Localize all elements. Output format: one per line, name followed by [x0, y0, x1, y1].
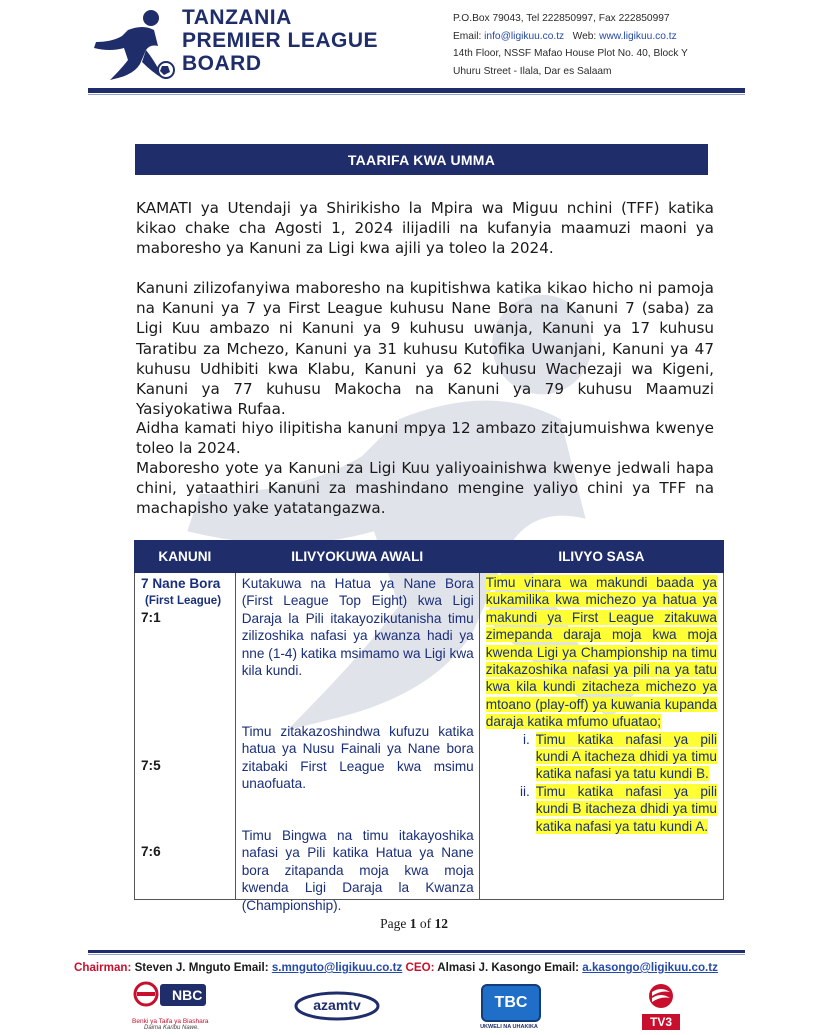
page-label: Page	[380, 916, 407, 931]
brand-line: BOARD	[182, 52, 262, 75]
before-cell	[235, 573, 479, 913]
azamtv-name: azamtv	[313, 997, 361, 1013]
page-total: 12	[434, 916, 448, 931]
list-item-text: Timu katika nafasi ya pili kundi B itacheza dhidi ya timu katika nafasi ya tatu kundi A.	[535, 783, 717, 834]
column-header-kanuni: KANUNI	[135, 541, 236, 573]
list-item	[508, 731, 717, 783]
paragraph-intro: KAMATI ya Utendaji ya Shirikisho la Mpira wa Miguu nchini (TFF) katika kikao chake cha Agosti 1, 2024 ilijadili na kufanyia maamuzi maoni ya maboresho ya Kanuni za Ligi kwa ajili ya toleo la 2024.	[136, 199, 714, 258]
footer-divider-thin	[88, 954, 745, 955]
email-label: Email:	[453, 30, 482, 42]
tv3-swirl-icon	[640, 982, 682, 1010]
nbc-tagline-2: Daima Karibu Nawe.	[144, 1025, 200, 1031]
contact-postal: P.O.Box 79043, Tel 222850997, Fax 222850997	[453, 13, 670, 24]
document-title: TAARIFA KWA UMMA	[135, 144, 708, 175]
sponsor-tv3-logo	[640, 982, 682, 1032]
rule-sub: (First League)	[145, 595, 222, 607]
before-text: Kutakuwa na Hatua ya Nane Bora (First League Top Eight) kwa Ligi Daraja la Pili itakayozikutanisha timu zilizoshika nafasi ya kwanza hadi ya nne (1-4) katika msimamo wa Ligi kwa kila kundi.	[241, 576, 474, 679]
nbc-tagline: Benki ya Taifa ya Biashara	[132, 1018, 209, 1025]
paragraph-effect: Maboresho yote ya Kanuni za Ligi Kuu yaliyoainishwa kwenye jedwali hapa chini, yataathiri Kanuni za mashindano mengine yaliyo chini ya TFF na machapisho yake yatatangazwa.	[136, 459, 714, 518]
footer-divider	[88, 950, 745, 953]
chairman-email-link[interactable]: s.mnguto@ligikuu.co.tz	[271, 961, 403, 974]
rule-cell	[135, 573, 236, 900]
page-of: of	[419, 916, 432, 931]
list-item	[508, 783, 717, 835]
table-row	[135, 573, 724, 900]
sponsor-tbc-logo	[478, 984, 540, 1034]
brand-line: PREMIER LEAGUE	[182, 29, 379, 52]
contact-address-1: 14th Floor, NSSF Mafao House Plot No. 40, Block Y	[453, 48, 688, 60]
before-text: Timu Bingwa na timu itakayoshika nafasi ya Pili katika Hatua ya Nane bora zitapanda moja kwa moja kwenda Ligi Daraja la Kwanza (Championship).	[241, 828, 474, 913]
ceo-label: CEO:	[405, 961, 435, 974]
header-email-link[interactable]: info@ligikuu.co.tz	[484, 30, 565, 42]
chairman-text: Steven J. Mnguto Email:	[134, 961, 269, 974]
web-label: Web:	[572, 30, 597, 42]
table-header-row	[135, 541, 724, 573]
tbc-tagline: UKWELI NA UHAKIKA	[480, 1024, 538, 1030]
rules-table	[134, 540, 724, 913]
contact-address-2: Uhuru Street - Ilala, Dar es Salaam	[453, 65, 612, 77]
league-brand-name	[182, 6, 402, 75]
column-header-now: ILIVYO SASA	[479, 541, 723, 573]
rule-name: 7 Nane Bora	[141, 576, 221, 591]
tbc-name: TBC	[481, 984, 541, 1022]
paragraph-new-rules: Aidha kamati hiyo ilipitisha kanuni mpya 12 ambazo zitajumuishwa kwenye toleo la 2024.	[136, 419, 714, 458]
football-player-logo-icon	[88, 8, 178, 86]
rule-number: 7:1	[141, 610, 161, 625]
chairman-label: Chairman:	[74, 961, 132, 974]
header-divider-thin	[88, 94, 745, 95]
header-divider	[88, 88, 745, 93]
list-item-text: Timu katika nafasi ya pili kundi A itacheza dhidi ya timu katika nafasi ya tatu kundi B.	[535, 731, 717, 782]
column-header-before: ILIVYOKUWA AWALI	[235, 541, 479, 573]
paragraph-amended-rules: Kanuni zilizofanyiwa maboresho na kupitishwa katika kikao hicho ni pamoja na Kanuni ya 7 ya First League kuhusu Nane Bora na Kanuni 7 (saba) za Ligi Kuu ambazo ni Kanuni ya 9 kuhusu uwanja, Kanuni ya 17 kuhusu Taratibu za Mchezo, Kanuni ya 31 kuhusu Kutofika Uwanjani, Kanuni ya 47 kuhusu Udhibiti kwa Klabu, Kanuni ya 62 kuhusu Wachezaji wa Kigeni, Kanuni ya 77 kuhusu Makocha na Kanuni ya 79 kuhusu Maamuzi Yasiyokatiwa Rufaa.	[136, 279, 714, 419]
now-cell	[479, 573, 723, 900]
ceo-text: Almasi J. Kasongo Email:	[437, 961, 580, 974]
page-current: 1	[409, 916, 417, 931]
now-intro	[486, 574, 717, 731]
brand-line: TANZANIA	[182, 6, 292, 29]
sponsor-nbc-logo	[132, 980, 212, 1030]
page-number	[0, 916, 828, 932]
tv3-name: TV3	[642, 1014, 680, 1030]
header-web-link[interactable]: www.ligikuu.co.tz	[599, 30, 677, 42]
footer-contacts	[74, 961, 754, 974]
rule-number: 7:6	[141, 844, 161, 859]
rule-number: 7:5	[141, 758, 161, 773]
contact-block	[453, 10, 753, 80]
list-marker: i.	[522, 731, 530, 747]
before-text: Timu zitakazoshindwa kufuzu katika hatua ya Nusu Fainali ya Nane bora zitabaki First League kwa msimu unaofuata.	[241, 724, 474, 792]
sponsor-azamtv-logo	[294, 991, 380, 1021]
ceo-email-link[interactable]: a.kasongo@ligikuu.co.tz	[582, 961, 718, 974]
now-intro-text: Timu vinara wa makundi baada ya kukamilika kwa michezo ya hatua ya makundi ya First League zitakuwa zimepanda daraja moja kwa moja kwenda Ligi ya Championship na timu zitakazoshika nafasi ya pili na ya tatu kwa kila kundi zitacheza michezo ya mtoano (play-off) ya kuwania kupanda daraja katika mfumo ufuatao;	[485, 575, 717, 730]
list-marker: ii.	[519, 783, 530, 799]
nbc-name: NBC	[172, 987, 203, 1003]
contact-email-web	[453, 28, 753, 46]
